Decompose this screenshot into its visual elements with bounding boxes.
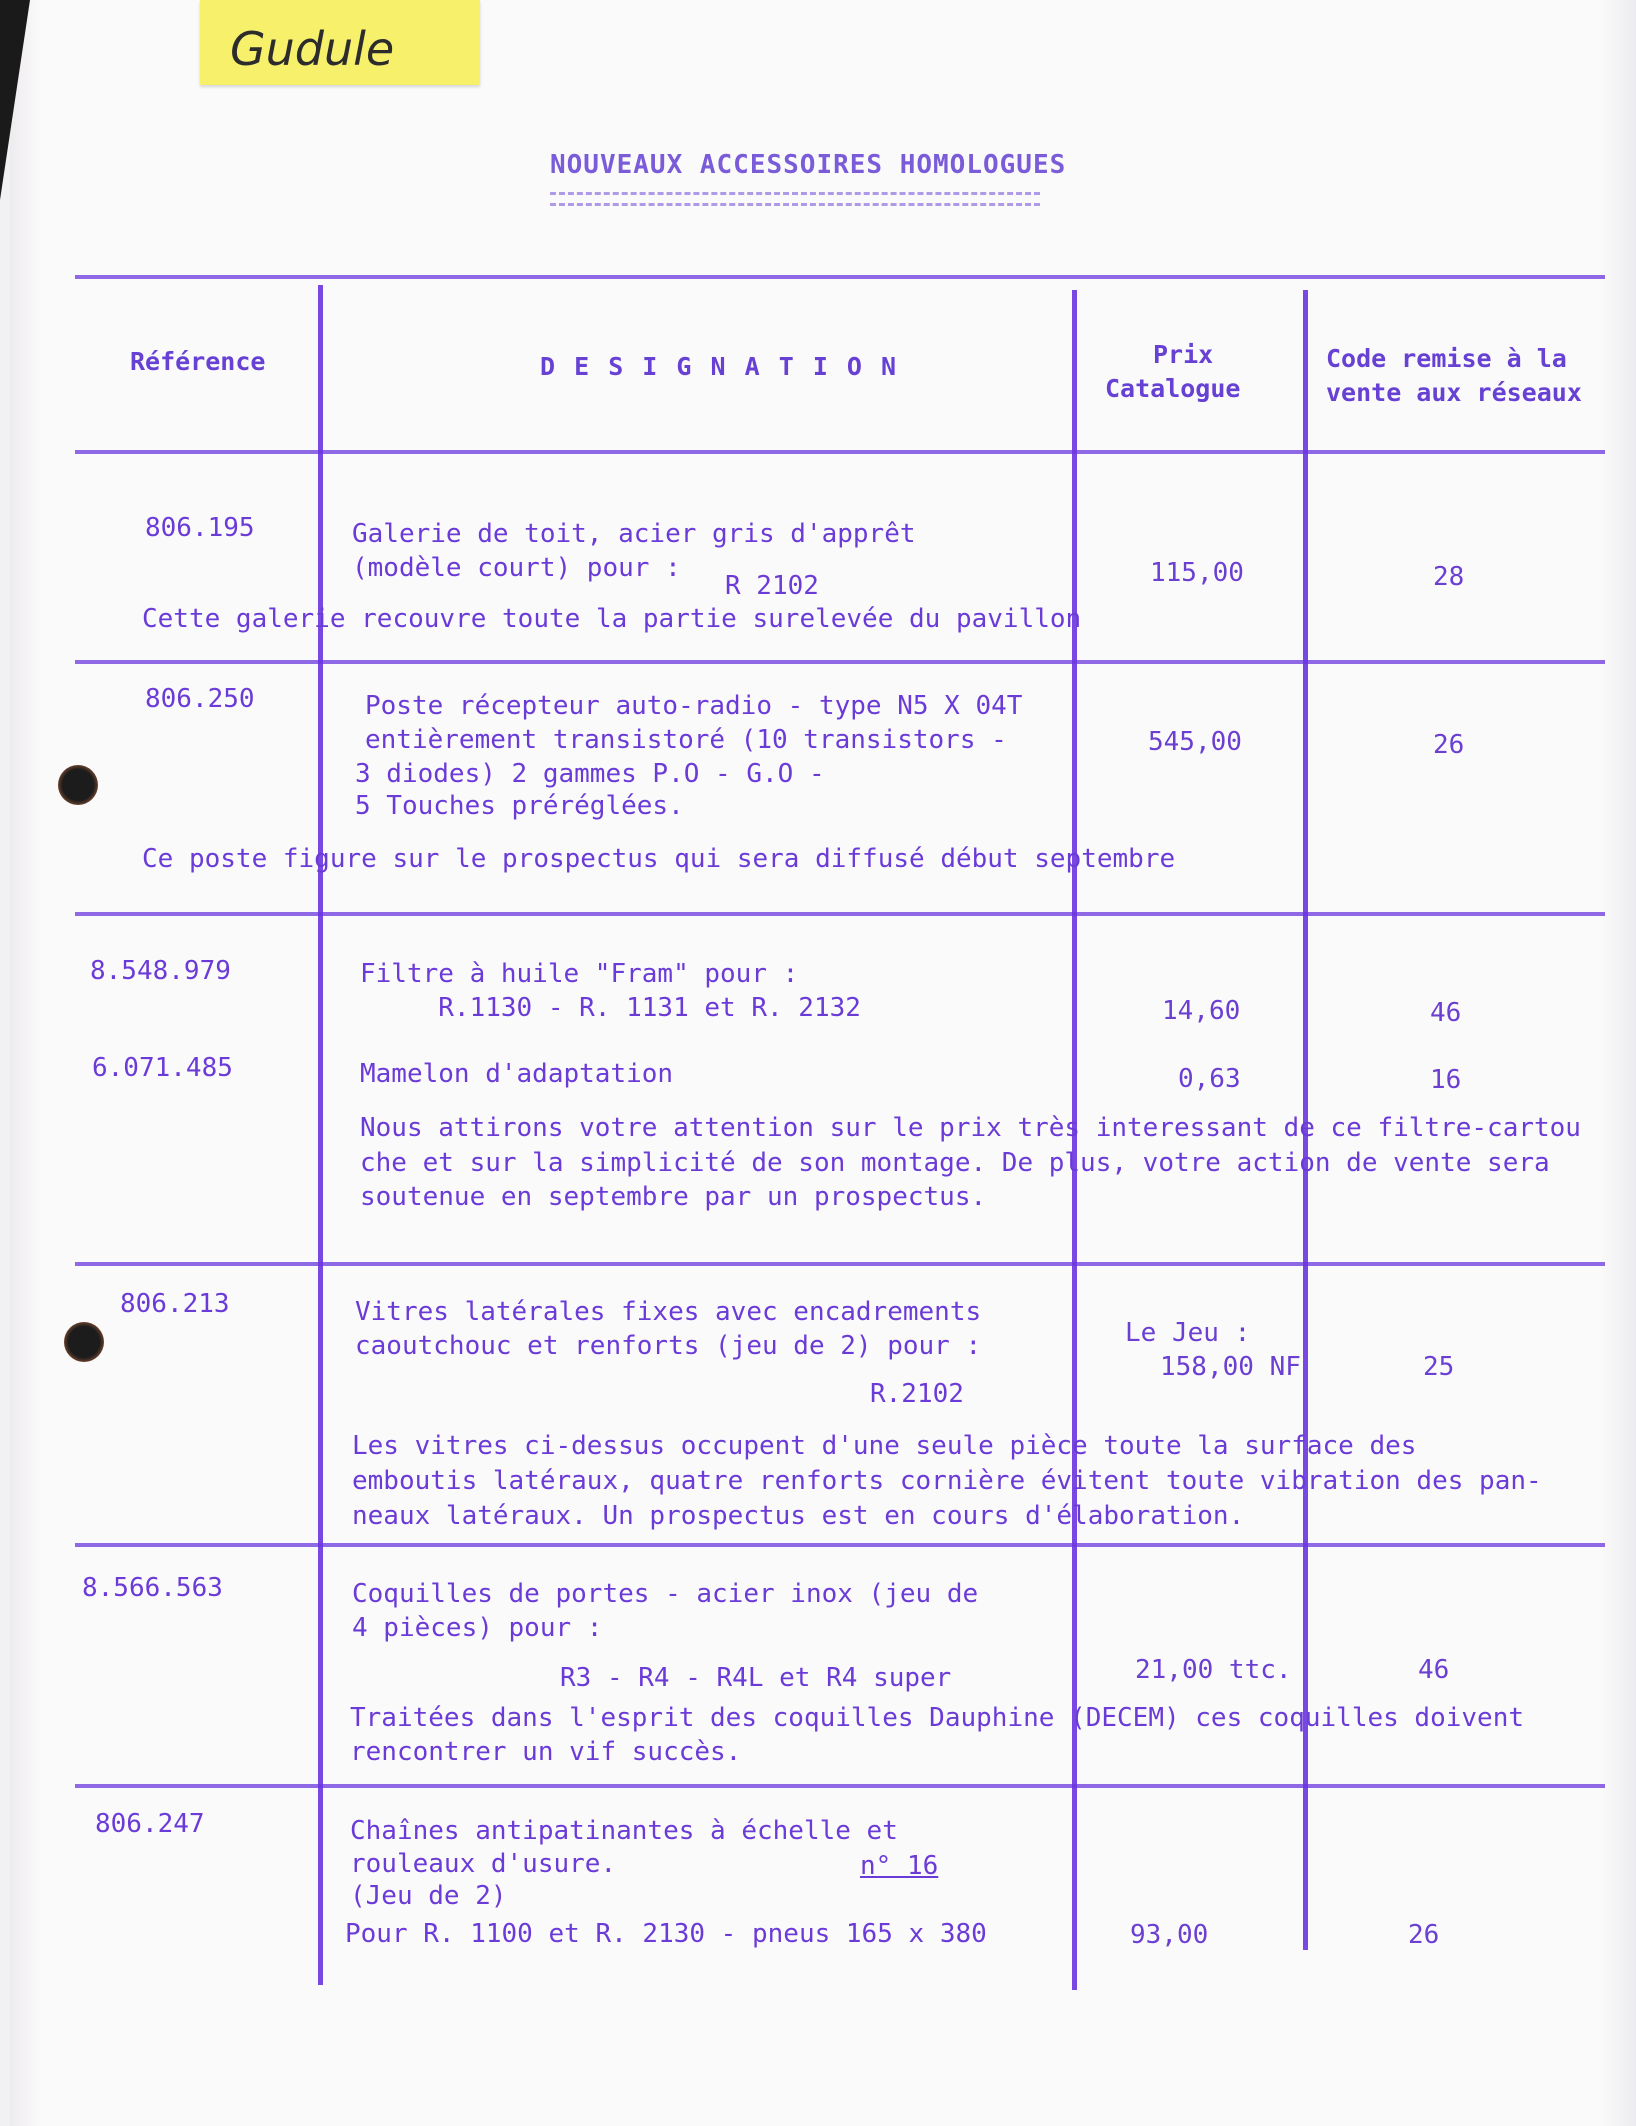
row-rule-3 (75, 1262, 1605, 1266)
row-rule-1 (75, 660, 1605, 664)
title-underline (550, 192, 1040, 206)
row-5-reference: 806.213 (120, 1289, 230, 1319)
row-7-price: 93,00 (1130, 1920, 1209, 1950)
row-1-code: 28 (1433, 562, 1465, 592)
header-designation: D E S I G N A T I O N (540, 352, 899, 381)
row-3-price: 14,60 (1162, 996, 1241, 1026)
table-top-rule (75, 275, 1605, 279)
row-5-code: 25 (1423, 1352, 1455, 1382)
row-rule-4 (75, 1543, 1605, 1547)
row-2-reference: 806.250 (145, 684, 255, 714)
row-1-reference: 806.195 (145, 513, 255, 543)
page-edge (0, 0, 10, 2126)
row-4-designation: Mamelon d'adaptation (360, 1059, 674, 1089)
row-7-designation-line2: rouleaux d'usure. (350, 1849, 617, 1879)
row-2-designation-line2: entièrement transistoré (10 transistors - (365, 725, 1007, 755)
row-2-designation-line4: 5 Touches préréglées. (355, 791, 684, 821)
punch-hole-top (58, 765, 98, 805)
column-rule-designation (318, 285, 323, 1985)
row-4-price: 0,63 (1178, 1064, 1241, 1094)
row-6-note-line1: Traitées dans l'esprit des coquilles Dauphine (DECEM) ces coquilles doivent (350, 1703, 1524, 1733)
header-code-line2: vente aux réseaux (1326, 378, 1582, 407)
folded-corner (0, 0, 30, 200)
row-4-note-line3: soutenue en septembre par un prospectus. (360, 1182, 987, 1212)
sticky-note-text: Gudule (230, 22, 395, 76)
row-5-note-line3: neaux latéraux. Un prospectus est en cours d'élaboration. (352, 1501, 1245, 1531)
header-prix-line1: Prix (1153, 340, 1214, 369)
row-2-price: 545,00 (1148, 727, 1242, 757)
row-1-designation-line1: Galerie de toit, acier gris d'apprêt (352, 519, 916, 549)
row-7-code: 26 (1408, 1920, 1440, 1950)
row-1-note: Cette galerie recouvre toute la partie surelevée du pavillon (142, 604, 1082, 634)
row-5-price-label: Le Jeu : (1125, 1318, 1251, 1348)
row-rule-5 (75, 1784, 1605, 1788)
row-2-designation-line3: 3 diodes) 2 gammes P.O - G.O - (355, 759, 825, 789)
header-prix-line2: Catalogue (1105, 374, 1241, 403)
row-5-designation-line2: caoutchouc et renforts (jeu de 2) pour : (355, 1331, 982, 1361)
row-3-designation-line2: R.1130 - R. 1131 et R. 2132 (360, 993, 861, 1023)
row-5-note-line2: emboutis latéraux, quatre renforts cornière évitent toute vibration des pan- (352, 1466, 1542, 1496)
row-2-code: 26 (1433, 730, 1465, 760)
row-7-designation-line3: (Jeu de 2) (350, 1881, 507, 1911)
row-4-code: 16 (1430, 1065, 1462, 1095)
row-7-designation-line4: Pour R. 1100 et R. 2130 - pneus 165 x 380 (345, 1919, 987, 1949)
row-5-note-line1: Les vitres ci-dessus occupent d'une seule pièce toute la surface des (352, 1431, 1417, 1461)
row-6-designation-line1: Coquilles de portes - acier inox (jeu de (352, 1579, 979, 1609)
row-1-model: R 2102 (725, 571, 819, 601)
row-6-note-line2: rencontrer un vif succès. (350, 1737, 742, 1767)
header-code-line1: Code remise à la (1326, 344, 1567, 373)
row-3-reference: 8.548.979 (90, 956, 231, 986)
sticky-note (200, 0, 480, 85)
row-4-reference: 6.071.485 (92, 1053, 233, 1083)
row-2-designation-line1: Poste récepteur auto-radio - type N5 X 04T (365, 691, 1023, 721)
row-1-designation-line2: (modèle court) pour : (352, 553, 681, 583)
row-4-note-line1: Nous attirons votre attention sur le prix très interessant de ce filtre-cartou (360, 1113, 1581, 1143)
row-7-designation-line1: Chaînes antipatinantes à échelle et (350, 1816, 898, 1846)
header-reference: Référence (130, 347, 266, 376)
row-7-model: n° 16 (860, 1851, 939, 1881)
row-6-code: 46 (1418, 1655, 1450, 1685)
row-5-model: R.2102 (870, 1379, 964, 1409)
row-3-code: 46 (1430, 998, 1462, 1028)
row-4-note-line2: che et sur la simplicité de son montage. De plus, votre action de vente sera (360, 1148, 1550, 1178)
row-6-reference: 8.566.563 (82, 1573, 223, 1603)
row-3-designation-line1: Filtre à huile "Fram" pour : (360, 959, 799, 989)
header-bottom-rule (75, 450, 1605, 454)
row-6-price: 21,00 ttc. (1135, 1655, 1292, 1685)
row-6-designation-line2: 4 pièces) pour : (352, 1613, 603, 1643)
row-1-price: 115,00 (1150, 558, 1244, 588)
row-5-designation-line1: Vitres latérales fixes avec encadrements (355, 1297, 982, 1327)
row-6-model: R3 - R4 - R4L et R4 super (560, 1663, 952, 1693)
document-title: NOUVEAUX ACCESSOIRES HOMOLOGUES (550, 150, 1067, 180)
row-7-reference: 806.247 (95, 1809, 205, 1839)
row-5-price: 158,00 NF (1160, 1352, 1301, 1382)
punch-hole-bottom (64, 1322, 104, 1362)
row-2-note: Ce poste figure sur le prospectus qui sera diffusé début septembre (142, 844, 1176, 874)
row-rule-2 (75, 912, 1605, 916)
